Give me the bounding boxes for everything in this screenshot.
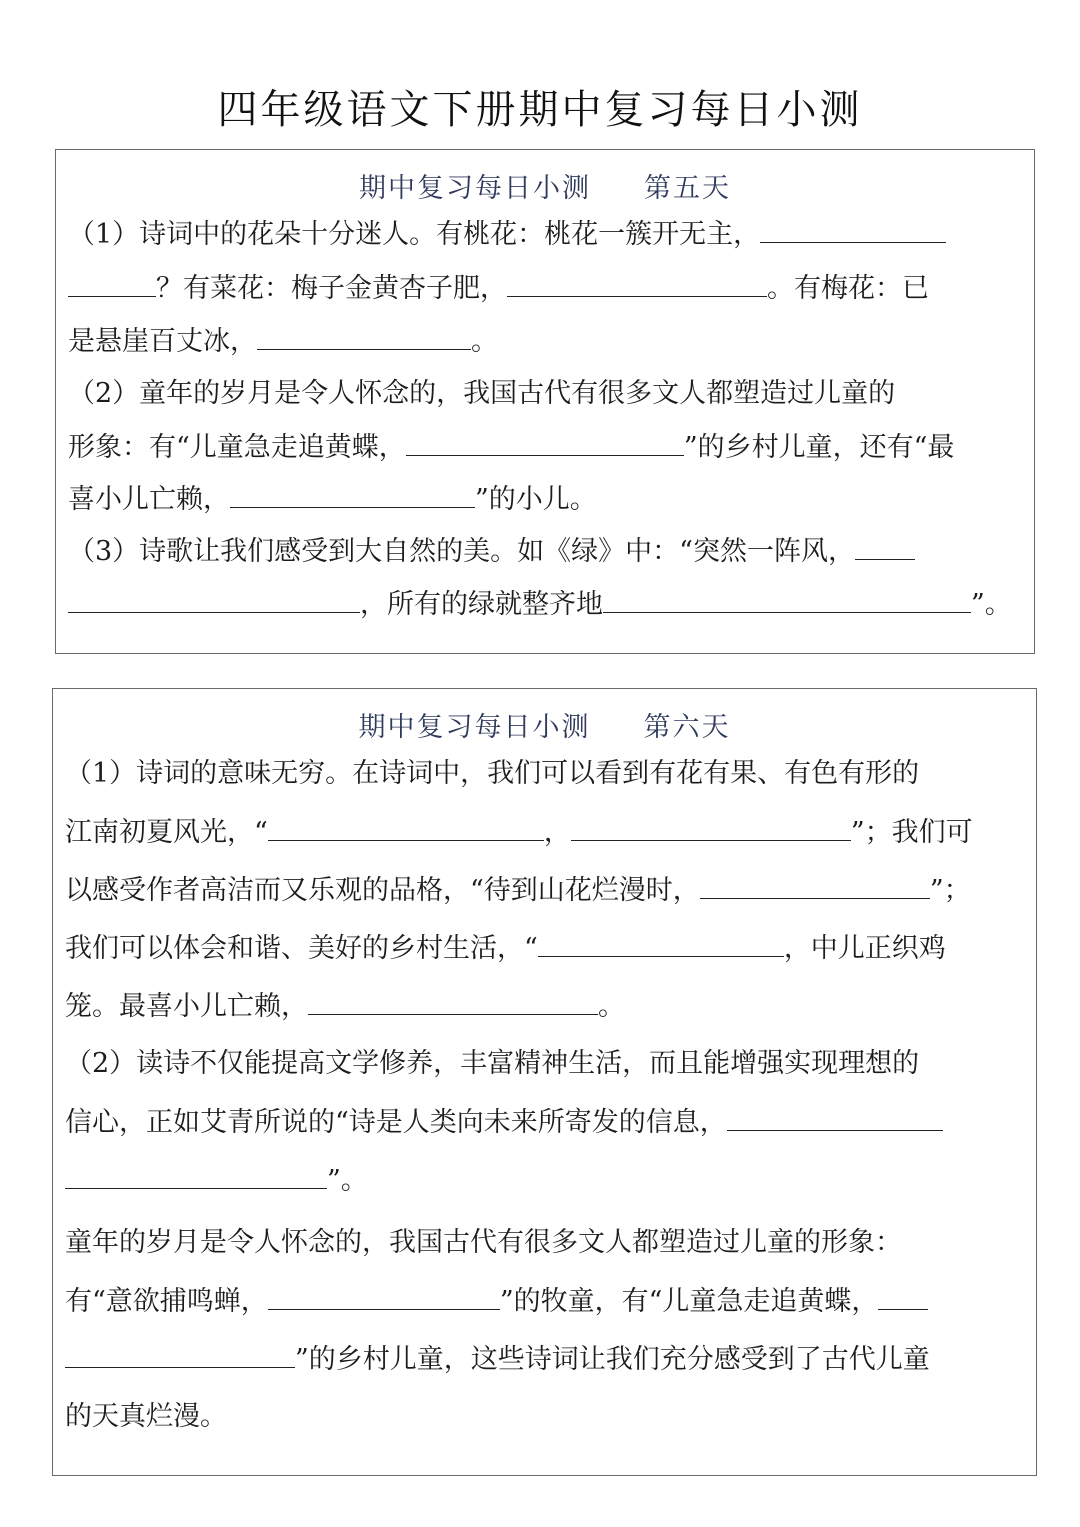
card-heading: 期中复习每日小测 第五天 (359, 173, 731, 204)
answer-blank[interactable] (68, 586, 360, 613)
answer-blank[interactable] (538, 930, 784, 957)
answer-blank[interactable] (571, 814, 851, 841)
answer-blank[interactable] (308, 988, 598, 1015)
question-line: 童年的岁月是令人怀念的，我国古代有很多文人都塑造过儿童的形象： (65, 1227, 902, 1258)
question-line: ，所有的绿就整齐地 ”。 (68, 586, 1012, 623)
question-line: （1）诗词中的花朵十分迷人。有桃花：桃花一簇开无主， (68, 216, 946, 253)
answer-blank[interactable] (68, 270, 156, 297)
answer-blank[interactable] (878, 1283, 928, 1310)
card-heading: 期中复习每日小测 第六天 (358, 712, 731, 743)
question-line: （2）读诗不仅能提高文学修养，丰富精神生活，而且能增强实现理想的 (65, 1048, 920, 1079)
question-line: 我们可以体会和谐、美好的乡村生活，“ ，中儿正织鸡 (65, 930, 946, 967)
question-line: 江南初夏风光，“ ， ”；我们可 (65, 814, 973, 851)
page-title: 四年级语文下册期中复习每日小测 (217, 87, 863, 133)
question-line: ”。 (65, 1162, 368, 1199)
answer-blank[interactable] (268, 814, 544, 841)
answer-blank[interactable] (65, 1162, 327, 1189)
answer-blank[interactable] (65, 1341, 295, 1368)
answer-blank[interactable] (406, 429, 684, 456)
answer-blank[interactable] (268, 1283, 500, 1310)
question-line: ？有菜花：梅子金黄杏子肥， 。有梅花：已 (68, 270, 929, 307)
answer-blank[interactable] (700, 872, 930, 899)
answer-blank[interactable] (727, 1104, 943, 1131)
answer-blank[interactable] (230, 481, 475, 508)
question-line: 以感受作者高洁而又乐观的品格，“待到山花烂漫时， ”； (65, 872, 971, 909)
answer-blank[interactable] (603, 586, 971, 613)
answer-blank[interactable] (507, 270, 767, 297)
question-line: （3）诗歌让我们感受到大自然的美。如《绿》中：“突然一阵风， (68, 533, 915, 570)
question-line: 笼。最喜小儿亡赖， 。 (65, 988, 625, 1025)
question-line: 有“意欲捕鸣蝉， ”的牧童，有“儿童急走追黄蝶， (65, 1283, 928, 1320)
question-line: 喜小儿亡赖， ”的小儿。 (68, 481, 597, 518)
question-line: 是悬崖百丈冰， 。 (68, 323, 498, 360)
question-line: 的天真烂漫。 (65, 1401, 227, 1432)
question-line: （2）童年的岁月是令人怀念的，我国古代有很多文人都塑造过儿童的 (68, 378, 896, 409)
answer-blank[interactable] (855, 533, 915, 560)
question-line: 信心，正如艾青所说的“诗是人类向未来所寄发的信息， (65, 1104, 943, 1141)
question-line: 形象：有“儿童急走追黄蝶， ”的乡村儿童，还有“最 (68, 429, 954, 466)
answer-blank[interactable] (760, 216, 946, 243)
question-line: （1）诗词的意味无穷。在诗词中，我们可以看到有花有果、有色有形的 (65, 758, 920, 789)
quiz-card-day5 (55, 149, 1035, 654)
quiz-card-day6 (52, 688, 1037, 1476)
answer-blank[interactable] (257, 323, 471, 350)
question-line: ”的乡村儿童，这些诗词让我们充分感受到了古代儿童 (65, 1341, 930, 1378)
